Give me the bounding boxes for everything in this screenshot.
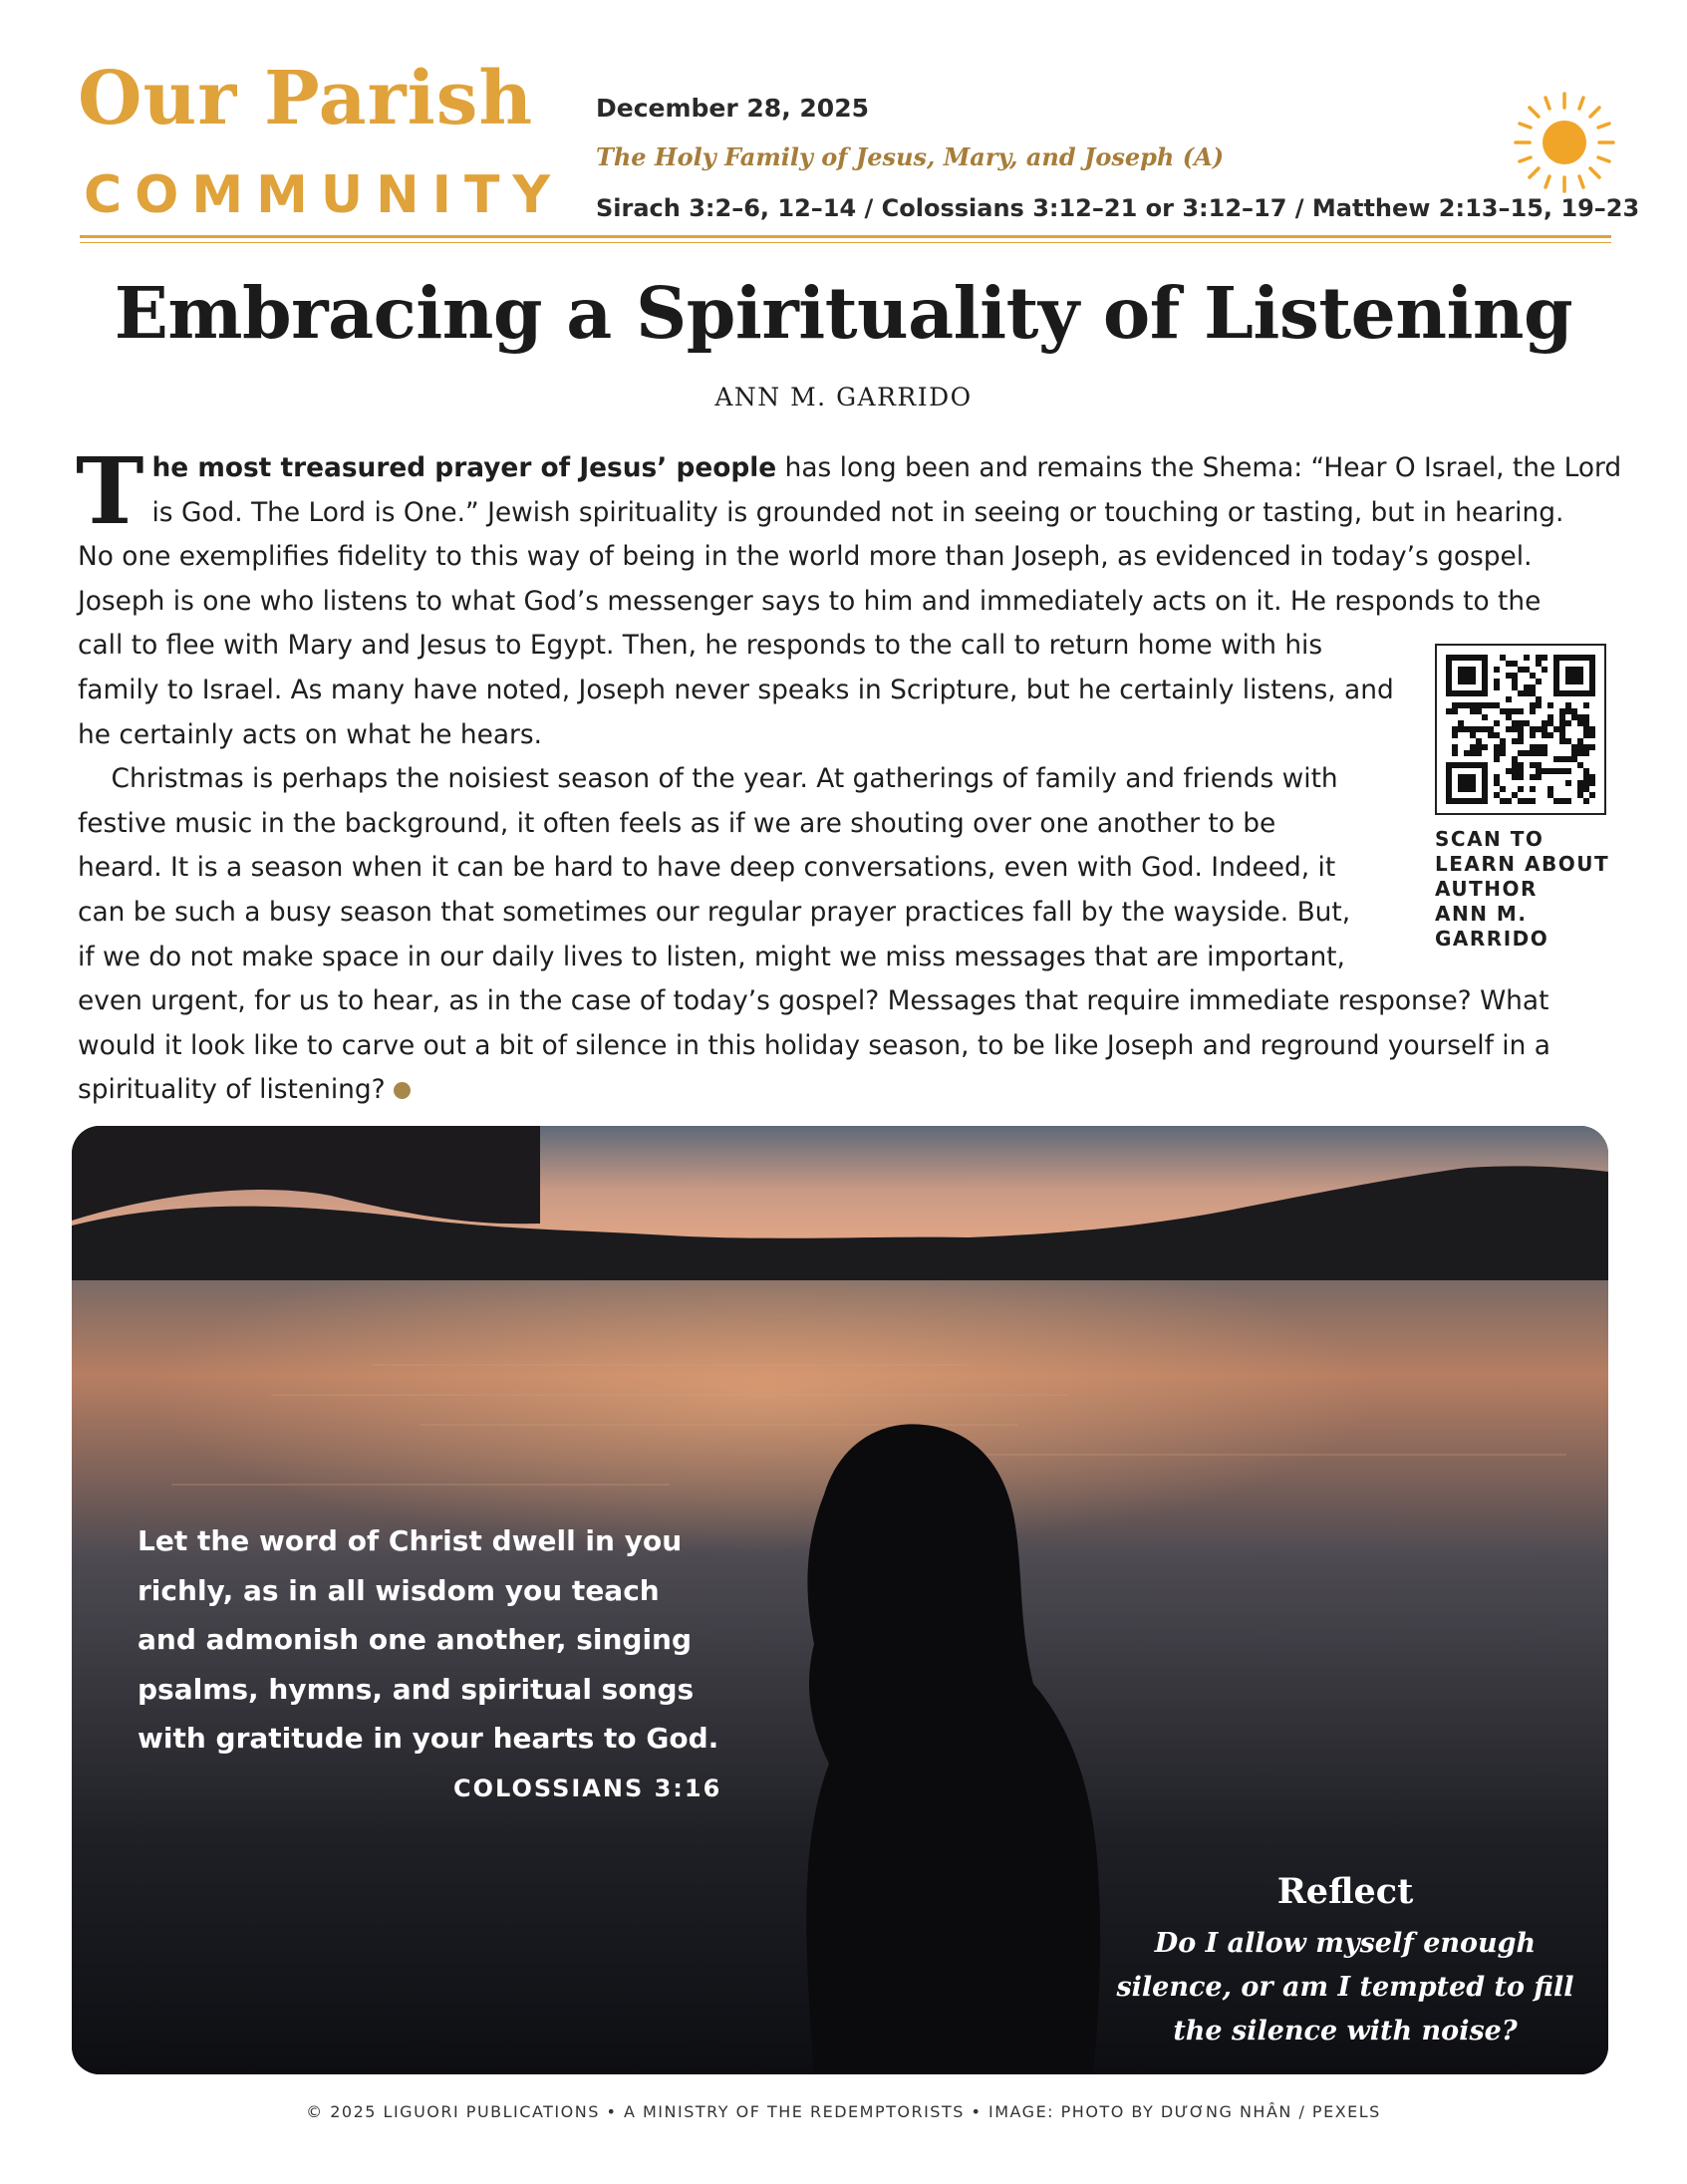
body-line: No one exemplifies fidelity to this way of being in the world more than Joseph, as evidenced in today’s gospel.	[78, 541, 1533, 573]
body-line: heard. It is a season when it can be hard to have deep conversations, even with God. Indeed, it	[78, 852, 1336, 884]
header-rule	[80, 235, 1611, 238]
body-line: family to Israel. As many have noted, Joseph never speaks in Scripture, but he certainly listens, and	[78, 674, 1394, 705]
scripture-quote: Let the word of Christ dwell in you richly, as in all wisdom you teach and admonish one another, singing psalms, hymns, and spiritual songs with gratitude in your hearts to God.	[138, 1524, 719, 1755]
article-title: Embracing a Spirituality of Listening	[114, 271, 1573, 355]
body-line: if we do not make space in our daily lives to listen, might we miss messages that are important,	[78, 941, 1345, 972]
reflect-question: Do I allow myself enough silence, or am I tempted to fill the silence with noise?	[1116, 1928, 1574, 2047]
end-mark-icon	[394, 1082, 411, 1099]
sun-icon	[1510, 88, 1619, 197]
readings-list: Sirach 3:2–6, 12–14 / Colossians 3:12–21 or 3:12–17 / Matthew 2:13–15, 19–23	[596, 194, 1640, 222]
body-line: can be such a busy season that sometimes our regular prayer practices fall by the wayside. But,	[78, 896, 1351, 928]
body-line: is God. The Lord is One.” Jewish spirituality is grounded not in seeing or touching or tasting, but in hearing.	[151, 496, 1564, 528]
body-line: Joseph is one who listens to what God’s messenger says to him and immediately acts on it. He responds to the	[78, 585, 1542, 617]
lead-in: he most treasured prayer of Jesus’ people	[151, 452, 777, 483]
reflect-heading: Reflect	[1276, 1871, 1414, 1912]
scripture-citation: COLOSSIANS 3:16	[453, 1774, 722, 1802]
body-line: would it look like to carve out a bit of silence in this holiday season, to be like Joseph and reground yourself in a	[78, 1029, 1550, 1061]
body-line: call to flee with Mary and Jesus to Egypt. Then, he responds to the call to return home with his	[78, 630, 1323, 662]
feast-name: The Holy Family of Jesus, Mary, and Joseph (A)	[596, 142, 1225, 171]
body-line: he most treasured prayer of Jesus’ people has long been and remains the Shema: “Hear O Israel, the Lord	[151, 452, 1622, 483]
qr-caption: SCAN TO LEARN ABOUT AUTHOR ANN M. GARRIDO	[1435, 827, 1610, 951]
drop-cap: T	[76, 437, 144, 545]
masthead-subtitle: COMMUNITY	[84, 165, 564, 225]
article-author: ANN M. GARRIDO	[714, 383, 973, 411]
issue-date: December 28, 2025	[596, 94, 869, 123]
body-line: even urgent, for us to hear, as in the case of today’s gospel? Messages that require immediate response? What	[78, 985, 1549, 1017]
header-rule-thin	[80, 242, 1611, 243]
body-line: spirituality of listening?	[78, 1068, 1612, 1113]
footer-credits: © 2025 LIGUORI PUBLICATIONS • A MINISTRY OF THE REDEMPTORISTS • IMAGE: PHOTO BY DƯƠNG NHÂN / PEXELS	[306, 2102, 1381, 2121]
body-line: festive music in the background, it often feels as if we are shouting over one another to be	[78, 807, 1276, 839]
qr-code-icon	[1437, 646, 1604, 813]
masthead-title: Our Parish	[78, 56, 534, 141]
article-body	[76, 437, 1622, 1113]
body-line: Christmas is perhaps the noisiest season of the year. At gatherings of family and friends with	[78, 763, 1338, 795]
qr-code[interactable]	[1435, 644, 1606, 815]
body-line: he certainly acts on what he hears.	[78, 718, 542, 750]
